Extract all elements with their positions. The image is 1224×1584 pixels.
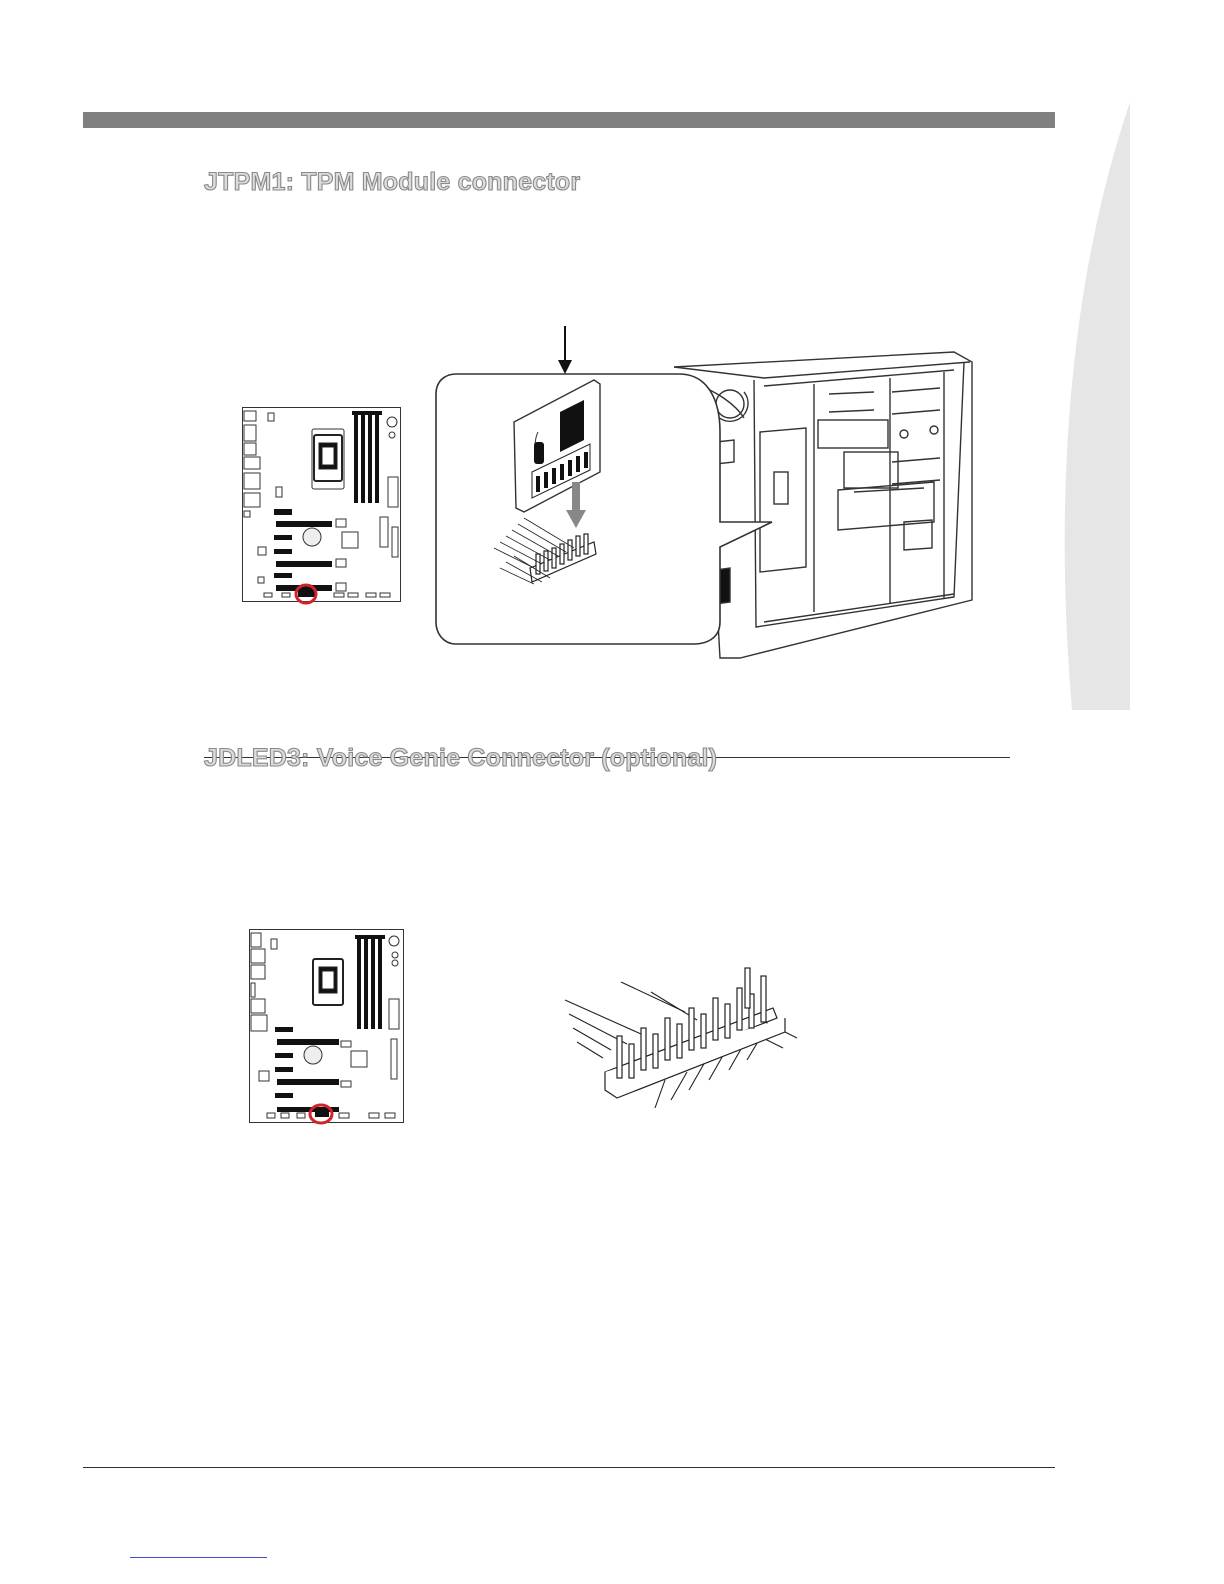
header-bar	[83, 112, 1055, 128]
pin-header-jdled3	[565, 962, 805, 1114]
jdled3-header	[315, 1111, 329, 1117]
section-title-jtpm1: JTPM1: TPM Module connector	[204, 168, 581, 196]
motherboard-diagram-jdled3	[241, 929, 405, 1125]
tpm-install-illustration	[434, 322, 1014, 662]
footer-link-underline[interactable]	[130, 1557, 267, 1558]
section-title-jdled3: JDLED3: Voice Genie Connector (optional)	[204, 744, 718, 772]
jtpm1-header	[298, 591, 316, 597]
chapter-side-tab	[1060, 100, 1224, 720]
motherboard-diagram-jtpm1	[242, 407, 402, 603]
footer-rule	[83, 1467, 1055, 1468]
down-arrow-icon	[558, 326, 572, 374]
